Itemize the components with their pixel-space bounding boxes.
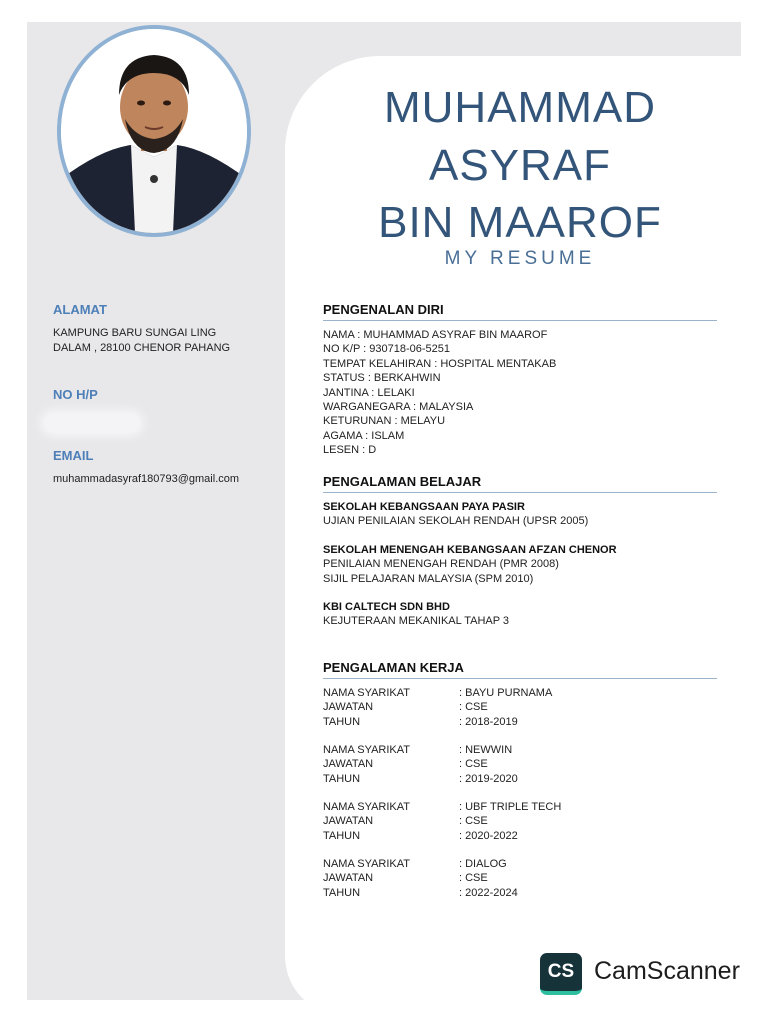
personal-info-line: JANTINA : LELAKI — [323, 386, 415, 399]
address-heading: ALAMAT — [53, 302, 107, 317]
school-name: SEKOLAH MENENGAH KEBANGSAAN AFZAN CHENOR — [323, 544, 617, 556]
company-value: : UBF TRIPLE TECH — [459, 801, 562, 813]
address-text — [53, 326, 230, 356]
job-entry — [323, 686, 552, 729]
personal-info-line: WARGANEGARA : MALAYSIA — [323, 401, 474, 414]
school-qualification: KEJUTERAAN MEKANIKAL TAHAP 3 — [323, 615, 510, 628]
personal-info-line: NO K/P : 930718-06-5251 — [323, 343, 450, 356]
position-value: : CSE — [459, 701, 488, 714]
company-value: : NEWWIN — [459, 744, 513, 756]
email-heading: EMAIL — [53, 448, 94, 463]
year-label: TAHUN — [323, 715, 361, 728]
email-address: muhammadasyraf180793@gmail.com — [53, 473, 240, 485]
school-qualification: UJIAN PENILAIAN SEKOLAH RENDAH (UPSR 2005) — [323, 515, 589, 528]
year-value: : 2019-2020 — [459, 772, 518, 785]
company-value: : BAYU PURNAMA — [459, 687, 553, 699]
year-label: TAHUN — [323, 886, 361, 899]
position-value: : CSE — [459, 815, 488, 828]
job-entry — [323, 800, 561, 843]
camscanner-brand: CamScanner — [594, 957, 740, 985]
resume-subtitle: MY RESUME — [444, 248, 596, 269]
address-line-1: KAMPUNG BARU SUNGAI LING — [53, 327, 217, 339]
personal-info-line: TEMPAT KELAHIRAN : HOSPITAL MENTAKAB — [323, 357, 557, 370]
year-value: : 2018-2019 — [459, 715, 518, 728]
name-line-1: MUHAMMAD — [384, 83, 656, 132]
year-label: TAHUN — [323, 829, 361, 842]
address-line-2: DALAM , 28100 CHENOR PAHANG — [53, 342, 231, 354]
phone-heading: NO H/P — [53, 387, 98, 402]
personal-info-line: KETURUNAN : MELAYU — [323, 415, 446, 428]
company-label: NAMA SYARIKAT — [323, 801, 411, 813]
education-heading: PENGALAMAN BELAJAR — [323, 474, 717, 493]
position-label: JAWATAN — [323, 815, 374, 828]
position-label: JAWATAN — [323, 872, 374, 885]
phone-number-redacted — [44, 413, 140, 433]
profile-photo — [57, 25, 251, 237]
year-value: : 2022-2024 — [459, 886, 518, 899]
education-entry-2 — [323, 543, 617, 586]
personal-info-line: LESEN : D — [323, 444, 377, 457]
position-label: JAWATAN — [323, 701, 374, 714]
company-value: : DIALOG — [459, 858, 507, 870]
personal-info-line: STATUS : BERKAHWIN — [323, 372, 441, 385]
personal-info-list — [323, 328, 556, 458]
company-label: NAMA SYARIKAT — [323, 744, 411, 756]
name-line-2: ASYRAF — [428, 141, 612, 190]
year-label: TAHUN — [323, 772, 361, 785]
year-value: : 2020-2022 — [459, 829, 518, 842]
personal-info-line: AGAMA : ISLAM — [323, 429, 405, 442]
work-experience-heading: PENGALAMAN KERJA — [323, 660, 717, 679]
school-qualification: PENILAIAN MENENGAH RENDAH (PMR 2008) — [323, 558, 559, 571]
position-value: : CSE — [459, 872, 488, 885]
company-label: NAMA SYARIKAT — [323, 687, 411, 699]
position-label: JAWATAN — [323, 758, 374, 771]
personal-info-line: NAMA : MUHAMMAD ASYRAF BIN MAAROF — [323, 329, 548, 341]
camscanner-logo-icon: CS — [540, 953, 582, 995]
school-name: KBI CALTECH SDN BHD — [323, 601, 450, 613]
position-value: : CSE — [459, 758, 488, 771]
company-label: NAMA SYARIKAT — [323, 858, 411, 870]
name-line-3: BIN MAAROF — [378, 198, 662, 247]
school-name: SEKOLAH KEBANGSAAN PAYA PASIR — [323, 501, 525, 513]
job-entry — [323, 857, 518, 900]
personal-info-heading: PENGENALAN DIRI — [323, 302, 717, 321]
school-qualification: SIJIL PELAJARAN MALAYSIA (SPM 2010) — [323, 572, 534, 585]
education-entry-3 — [323, 600, 509, 629]
job-entry — [323, 743, 518, 786]
education-entry-1 — [323, 500, 588, 529]
